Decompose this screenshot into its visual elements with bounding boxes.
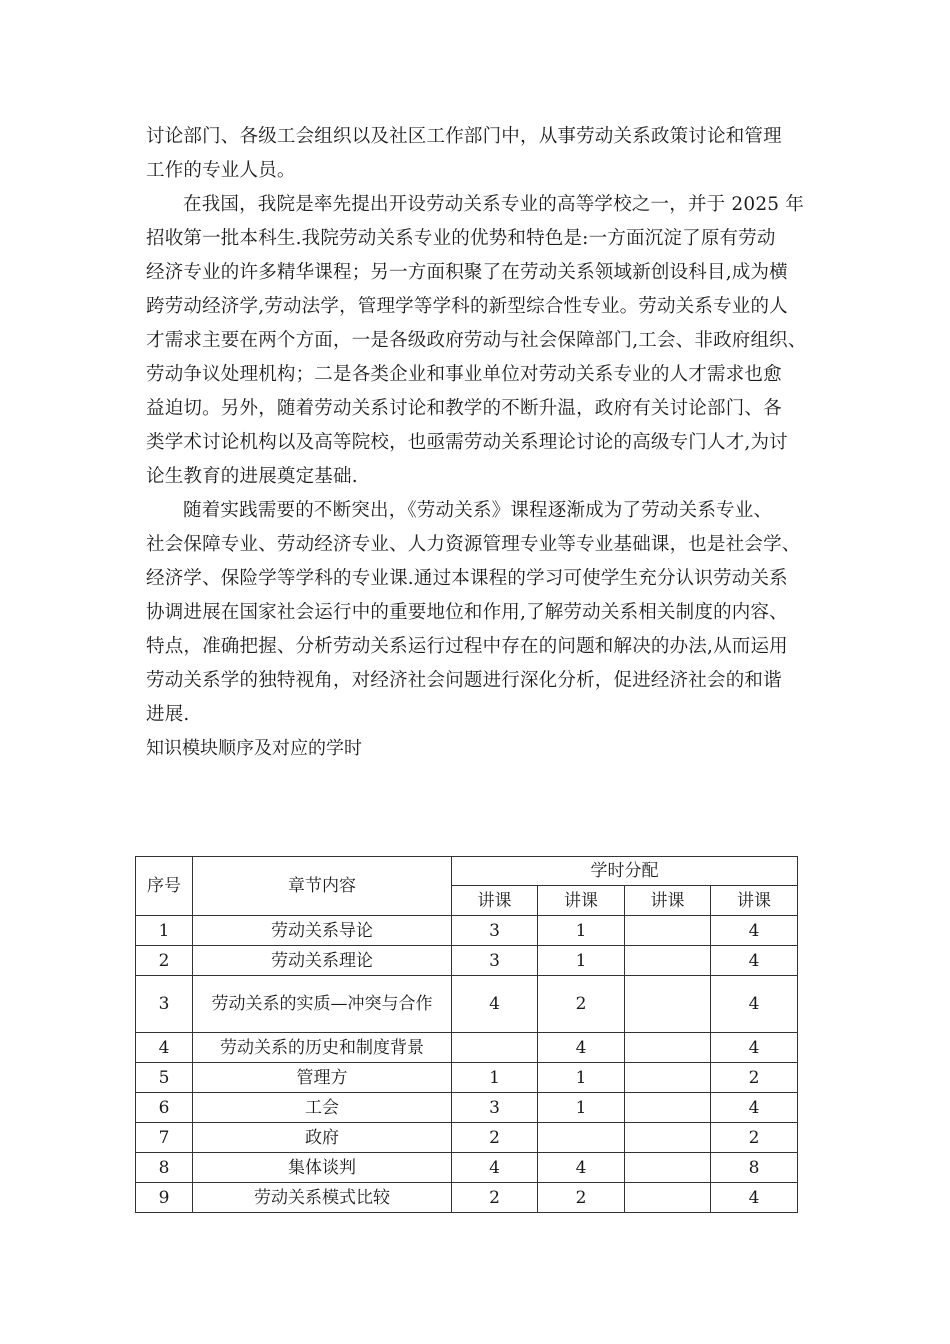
row-hours-1: 3	[452, 916, 538, 946]
table-row	[136, 1063, 798, 1093]
text-line: 才需求主要在两个方面，一是各级政府劳动与社会保障部门,工会、非政府组织、	[146, 330, 807, 351]
row-hours-1: 3	[452, 946, 538, 976]
text-line: 特点，准确把握、分析劳动关系运行过程中存在的问题和解决的办法,从而运用	[146, 636, 788, 657]
text-line: 协调进展在国家社会运行中的重要地位和作用,了解劳动关系相关制度的内容、	[146, 602, 788, 623]
row-hours-4: 4	[711, 946, 798, 976]
text-line: 随着实践需要的不断突出，《劳动关系》课程逐渐成为了劳动关系专业、	[183, 500, 773, 521]
table-row	[136, 1033, 798, 1063]
row-hours-2: 1	[538, 1063, 625, 1093]
text-line: 招收第一批本科生.我院劳动关系专业的优势和特色是:一方面沉淀了原有劳动	[146, 228, 776, 249]
row-hours-4: 4	[711, 1033, 798, 1063]
text-line: 社会保障专业、劳动经济专业、人力资源管理专业等专业基础课，也是社会学、	[146, 534, 801, 555]
text-line: 劳动关系学的独特视角，对经济社会问题进行深化分析，促进经济社会的和谐	[146, 670, 782, 691]
text-line: 益迫切。另外，随着劳动关系讨论和教学的不断升温，政府有关讨论部门、各	[146, 398, 782, 419]
row-content: 管理方	[193, 1063, 452, 1093]
paragraph	[146, 494, 806, 732]
row-hours-1	[452, 1033, 538, 1063]
row-hours-3	[625, 1093, 711, 1123]
subheader-cell: 讲课	[625, 886, 711, 916]
row-hours-2: 1	[538, 946, 625, 976]
row-hours-3	[625, 1033, 711, 1063]
row-hours-2: 1	[538, 1093, 625, 1123]
row-hours-3	[625, 1063, 711, 1093]
row-hours-3	[625, 946, 711, 976]
paragraph	[146, 188, 806, 494]
row-content: 集体谈判	[193, 1153, 452, 1183]
row-no: 4	[136, 1033, 193, 1063]
row-hours-1: 4	[452, 1153, 538, 1183]
text-line: 工作的专业人员。	[146, 160, 296, 181]
row-hours-4: 2	[711, 1123, 798, 1153]
row-content: 劳动关系的历史和制度背景	[193, 1033, 452, 1063]
row-no: 9	[136, 1183, 193, 1213]
row-no: 1	[136, 916, 193, 946]
table-caption: 知识模块顺序及对应的学时	[146, 738, 362, 759]
row-no: 2	[136, 946, 193, 976]
text-line: 跨劳动经济学,劳动法学，管理学等学科的新型综合性专业。劳动关系专业的人	[146, 296, 788, 317]
subheader-cell: 讲课	[711, 886, 798, 916]
row-hours-3	[625, 916, 711, 946]
row-no: 5	[136, 1063, 193, 1093]
text-line: 进展.	[146, 704, 190, 725]
row-hours-4: 4	[711, 1183, 798, 1213]
subheader-cell: 讲课	[452, 886, 538, 916]
course-hours-table	[135, 856, 798, 1213]
row-hours-2: 4	[538, 1033, 625, 1063]
table-header-row	[136, 857, 798, 886]
row-content: 劳动关系的实质—冲突与合作	[193, 976, 452, 1033]
table-row	[136, 976, 798, 1033]
row-hours-2: 2	[538, 1183, 625, 1213]
header-no: 序号	[136, 857, 193, 916]
row-content: 劳动关系导论	[193, 916, 452, 946]
table-row	[136, 1123, 798, 1153]
text-line: 论生教育的进展奠定基础.	[146, 466, 358, 487]
row-hours-4: 4	[711, 976, 798, 1033]
row-hours-1: 1	[452, 1063, 538, 1093]
row-hours-3	[625, 1183, 711, 1213]
header-hours-group: 学时分配	[452, 857, 798, 886]
row-no: 8	[136, 1153, 193, 1183]
row-hours-4: 8	[711, 1153, 798, 1183]
table-row	[136, 1093, 798, 1123]
row-content: 工会	[193, 1093, 452, 1123]
row-content: 劳动关系理论	[193, 946, 452, 976]
table-row	[136, 946, 798, 976]
row-hours-1: 2	[452, 1183, 538, 1213]
row-hours-2	[538, 1123, 625, 1153]
text-line: 经济专业的许多精华课程；另一方面积聚了在劳动关系领域新创设科目,成为横	[146, 262, 788, 283]
row-content: 政府	[193, 1123, 452, 1153]
row-no: 7	[136, 1123, 193, 1153]
text-line: 经济学、保险学等学科的专业课.通过本课程的学习可使学生充分认识劳动关系	[146, 568, 788, 589]
text-line: 讨论部门、各级工会组织以及社区工作部门中，从事劳动关系政策讨论和管理	[146, 126, 782, 147]
subheader-cell: 讲课	[538, 886, 625, 916]
row-hours-3	[625, 1123, 711, 1153]
row-no: 3	[136, 976, 193, 1033]
row-hours-4: 2	[711, 1063, 798, 1093]
row-content: 劳动关系模式比较	[193, 1183, 452, 1213]
table-row	[136, 916, 798, 946]
row-no: 6	[136, 1093, 193, 1123]
row-hours-1: 2	[452, 1123, 538, 1153]
header-content: 章节内容	[193, 857, 452, 916]
row-hours-1: 4	[452, 976, 538, 1033]
text-line: 在我国，我院是率先提出开设劳动关系专业的高等学校之一，并于 2025 年	[183, 194, 805, 215]
table-row	[136, 1153, 798, 1183]
row-hours-3	[625, 976, 711, 1033]
paragraph	[146, 120, 806, 188]
table-row	[136, 1183, 798, 1213]
row-hours-1: 3	[452, 1093, 538, 1123]
text-line: 劳动争议处理机构；二是各类企业和事业单位对劳动关系专业的人才需求也愈	[146, 364, 782, 385]
text-line: 类学术讨论机构以及高等院校，也亟需劳动关系理论讨论的高级专门人才,为讨	[146, 432, 788, 453]
row-hours-4: 4	[711, 916, 798, 946]
row-hours-2: 2	[538, 976, 625, 1033]
document-body	[146, 120, 806, 766]
row-hours-3	[625, 1153, 711, 1183]
row-hours-2: 4	[538, 1153, 625, 1183]
row-hours-4: 4	[711, 1093, 798, 1123]
row-hours-2: 1	[538, 916, 625, 946]
